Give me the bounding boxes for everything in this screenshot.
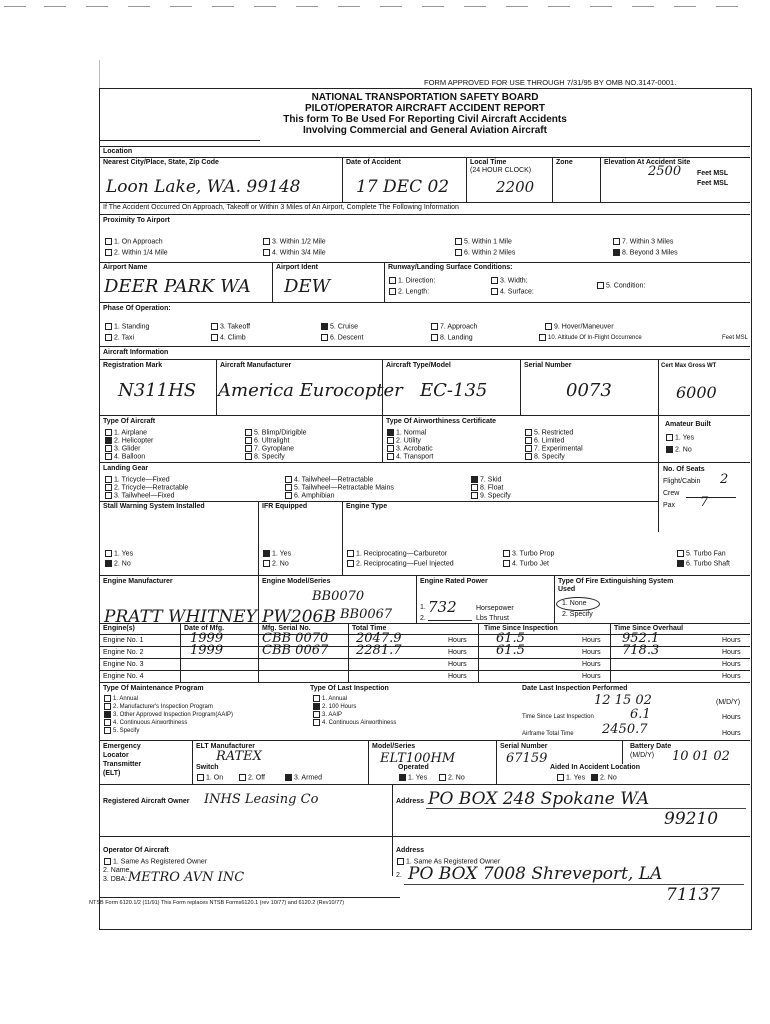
- divider: [658, 415, 659, 462]
- section-elt-2: Locator: [103, 752, 129, 759]
- zone-label: Zone: [556, 159, 573, 166]
- power-thrust-number: 2.: [420, 615, 426, 622]
- engine-name: Engine No. 2: [103, 649, 144, 656]
- engine-serial[interactable]: CBB 0070: [262, 631, 329, 646]
- type-balloon[interactable]: 4. Balloon: [104, 453, 145, 461]
- maint-continuous[interactable]: 4. Continuous Airworthiness: [103, 719, 187, 727]
- phase-approach[interactable]: 7. Approach: [430, 323, 477, 331]
- divider: [100, 658, 750, 659]
- divider: [658, 359, 659, 415]
- type-ultralight[interactable]: 6. Ultralight: [244, 437, 289, 445]
- city-label: Nearest City/Place, State, Zip Code: [103, 159, 219, 166]
- divider: [478, 623, 479, 682]
- operator-address-value[interactable]: PO BOX 7008 Shreveport, LA: [408, 864, 663, 884]
- phase-standing[interactable]: 1. Standing: [104, 323, 149, 331]
- divider: [610, 623, 611, 682]
- cert-limited[interactable]: 6. Limited: [524, 437, 564, 445]
- registration-value[interactable]: N311HS: [118, 380, 197, 401]
- hours-label: Hours: [448, 661, 467, 668]
- elt-manufacturer-value[interactable]: RATEX: [216, 749, 262, 764]
- divider: [100, 302, 750, 303]
- hours-label: Hours: [722, 661, 741, 668]
- elt-manufacturer-label: ELT Manufacturer: [196, 743, 255, 750]
- engine-serial[interactable]: CBB 0067: [262, 643, 329, 658]
- engine-serial-note: BB0070: [312, 589, 365, 604]
- elt-serial-label: Serial Number: [500, 743, 548, 750]
- engine-name: Engine No. 4: [103, 673, 144, 680]
- dash-mark: [548, 6, 570, 7]
- option-within-2-miles[interactable]: 6. Within 2 Miles: [454, 249, 515, 257]
- phase-cruise[interactable]: 5. Cruise: [320, 323, 358, 331]
- owner-label: Registered Aircraft Owner: [103, 798, 190, 805]
- gear-tricycle-retractable[interactable]: 2. Tricycle—Retractable: [104, 484, 188, 492]
- engine-recip-fuel[interactable]: 2. Reciprocating—Fuel Injected: [346, 560, 454, 568]
- circle-mark: [556, 597, 600, 611]
- runway-length[interactable]: 2. Length:: [388, 288, 429, 296]
- date-last-inspection-value[interactable]: 12 15 02: [594, 693, 652, 708]
- form-footer: NTSB Form 6120.1/2 (11/91) This Form replaces NTSB Forms6120.1 (rev 10/77) and 6120.2 (Rev10/77): [89, 900, 345, 906]
- power-hp-number: 1.: [420, 604, 426, 611]
- dash-mark: [506, 6, 528, 7]
- divider: [466, 157, 467, 202]
- section-maintenance: Type Of Maintenance Program: [103, 685, 204, 692]
- hours-label: Hours: [582, 673, 601, 680]
- underline: [686, 497, 736, 498]
- engine-model-label: Engine Model/Series: [262, 578, 331, 585]
- divider: [100, 836, 750, 837]
- dash-mark: [44, 6, 66, 7]
- fire-specify[interactable]: 2. Specify: [562, 611, 593, 618]
- engine-turbo-fan[interactable]: 5. Turbo Fan: [676, 550, 726, 558]
- engine-date[interactable]: 1999: [190, 643, 224, 658]
- cert-transport[interactable]: 4. Transport: [386, 453, 433, 461]
- operated-yes[interactable]: 1. Yes: [398, 774, 427, 782]
- elt-model-value[interactable]: ELT100HM: [380, 751, 456, 766]
- type-glider[interactable]: 3. Glider: [104, 445, 140, 453]
- dash-mark: [296, 6, 318, 7]
- engine-name: Engine No. 3: [103, 661, 144, 668]
- airport-ident-label: Airport Ident: [276, 264, 318, 271]
- divider: [258, 623, 259, 682]
- thrust-label: Lbs Thrust: [476, 615, 509, 622]
- col-total-time: Total Time: [352, 625, 387, 632]
- option-within-three-quarter-mile[interactable]: 4. Within 3/4 Mile: [262, 249, 326, 257]
- divider: [100, 214, 750, 215]
- phase-takeoff[interactable]: 3. Takeoff: [210, 323, 250, 331]
- dash-mark: [338, 6, 360, 7]
- model-label: Aircraft Type/Model: [386, 362, 451, 369]
- city-value[interactable]: Loon Lake, WA. 99148: [106, 177, 301, 197]
- phase-taxi[interactable]: 2. Taxi: [104, 334, 134, 342]
- section-landing-gear: Landing Gear: [103, 465, 149, 472]
- divider: [554, 575, 555, 623]
- phase-climb[interactable]: 4. Climb: [210, 334, 246, 342]
- divider: [100, 501, 658, 502]
- time-sub: (24 HOUR CLOCK): [470, 167, 532, 174]
- divider: [392, 784, 393, 876]
- dash-mark: [590, 6, 612, 7]
- dash-mark: [464, 6, 486, 7]
- col-since-overhaul: Time Since Overhaul: [614, 625, 684, 632]
- feet-msl-label-2: Feet MSL: [697, 180, 729, 187]
- operator-same-owner[interactable]: 1. Same As Registered Owner: [103, 858, 207, 866]
- engine-insp[interactable]: 61.5: [496, 631, 525, 646]
- elt-model-label: Model/Series: [372, 743, 416, 750]
- engine-manufacturer-value[interactable]: PRATT WHITNEY: [104, 607, 257, 627]
- phase-descent[interactable]: 6. Descent: [320, 334, 363, 342]
- amateur-no[interactable]: 2. No: [665, 446, 692, 454]
- switch-off[interactable]: 2. Off: [238, 774, 265, 782]
- gross-weight-value[interactable]: 6000: [676, 383, 717, 402]
- divider: [100, 415, 750, 416]
- cert-normal[interactable]: 1. Normal: [386, 429, 426, 437]
- col-date-mfg: Date of Mfg.: [184, 625, 225, 632]
- section-location: Location: [103, 148, 133, 155]
- seats-pax-label: Pax: [663, 502, 676, 509]
- time-since-inspection-label: Time Since Last Inspection: [522, 714, 594, 720]
- engine-manufacturer-label: Engine Manufacturer: [103, 578, 173, 585]
- option-within-half-mile[interactable]: 3. Within 1/2 Mile: [262, 238, 326, 246]
- time-label: Local Time: [470, 159, 507, 166]
- divider: [100, 740, 750, 741]
- maint-specify[interactable]: 5. Specify: [103, 727, 139, 735]
- col-engines: Engine(s): [103, 625, 135, 632]
- engine-total[interactable]: 2047.9: [356, 631, 402, 646]
- cert-specify[interactable]: 8. Specify: [524, 453, 565, 461]
- divider: [100, 784, 750, 785]
- divider: [192, 740, 193, 784]
- seats-flight-value[interactable]: 2: [720, 472, 729, 487]
- date-value[interactable]: 17 DEC 02: [356, 177, 450, 197]
- manufacturer-value[interactable]: America Eurocopter: [218, 380, 403, 401]
- dash-mark: [170, 6, 192, 7]
- hours-label: Hours: [582, 637, 601, 644]
- col-serial: Mfg. Serial No.: [262, 625, 311, 632]
- hours-label: Hours: [722, 673, 741, 680]
- divider: [658, 462, 659, 532]
- stall-no[interactable]: 2. No: [104, 560, 131, 568]
- divider: [100, 262, 750, 263]
- runway-direction[interactable]: 1. Direction:: [388, 277, 435, 285]
- runway-condition[interactable]: 5. Condition:: [596, 282, 645, 290]
- gear-specify[interactable]: 9. Specify: [470, 492, 511, 500]
- date-last-inspection-label: Date Last Inspection Performed: [522, 685, 628, 692]
- elt-operated-label: Operated: [398, 764, 429, 771]
- type-blimp[interactable]: 5. Blimp/Dirigible: [244, 429, 307, 437]
- horsepower-label: Horsepower: [476, 605, 514, 612]
- dash-mark: [716, 6, 738, 7]
- option-beyond-3-miles[interactable]: 8. Beyond 3 Miles: [612, 249, 678, 257]
- serial-value[interactable]: 0073: [566, 380, 612, 401]
- operator-dba-label: 3. DBA:: [103, 876, 128, 883]
- divider: [100, 146, 750, 147]
- dash-mark: [254, 6, 276, 7]
- engine-recip-carb[interactable]: 1. Reciprocating—Carburetor: [346, 550, 447, 558]
- battery-date-label: Battery Date: [630, 743, 672, 750]
- owner-address-label: Address: [396, 798, 425, 805]
- owner-address-value[interactable]: PO BOX 248 Spokane WA: [428, 789, 650, 809]
- seats-crew-label: Crew: [663, 490, 680, 497]
- gear-tricycle-fixed[interactable]: 1. Tricycle—Fixed: [104, 476, 170, 484]
- section-elt: Emergency: [103, 743, 141, 750]
- airport-ident-value[interactable]: DEW: [284, 276, 331, 297]
- divider: [384, 262, 385, 302]
- type-helicopter[interactable]: 2. Helicopter: [104, 437, 153, 445]
- elevation-value[interactable]: 2500: [648, 164, 682, 179]
- ifr-no[interactable]: 2. No: [262, 560, 289, 568]
- section-proximity: Proximity To Airport: [103, 217, 170, 224]
- battery-date-value[interactable]: 10 01 02: [672, 749, 730, 764]
- rated-power-label: Engine Rated Power: [420, 578, 488, 585]
- last-continuous[interactable]: 4. Continuous Airworthiness: [312, 719, 396, 727]
- dash-mark: [86, 6, 108, 7]
- divider: [100, 140, 260, 141]
- operator-name-label: 2. Name: [103, 867, 130, 874]
- section-aircraft: Aircraft Information: [103, 349, 169, 356]
- divider: [100, 346, 750, 347]
- hours-label: Hours: [722, 730, 741, 737]
- hours-label: Hours: [448, 649, 467, 656]
- dash-mark: [422, 6, 444, 7]
- engine-date[interactable]: 1999: [190, 631, 224, 646]
- divider: [100, 359, 750, 360]
- section-amateur-built: Amateur Built: [665, 421, 711, 428]
- engine-overhaul[interactable]: 718.3: [622, 643, 660, 658]
- switch-armed[interactable]: 3. Armed: [284, 774, 322, 782]
- rated-power-value[interactable]: 732: [428, 598, 457, 616]
- divider: [180, 623, 181, 682]
- aided-no[interactable]: 2. No: [590, 774, 617, 782]
- dash-mark: [128, 6, 150, 7]
- divider: [348, 623, 349, 682]
- dash-mark: [380, 6, 402, 7]
- last-100-hours[interactable]: 2. 100 Hours: [312, 703, 356, 711]
- elevation-label: Elevation At Accident Site: [604, 159, 691, 166]
- time-since-inspection-value[interactable]: 6.1: [630, 707, 651, 722]
- airport-name-value[interactable]: DEER PARK WA: [104, 276, 251, 297]
- divider: [100, 202, 750, 203]
- seats-flight-label: Flight/Cabin: [663, 478, 701, 485]
- maint-manufacturer[interactable]: 2. Manufacturer's Inspection Program: [103, 703, 213, 711]
- margin-line: [99, 60, 100, 88]
- type-airplane[interactable]: 1. Airplane: [104, 429, 147, 437]
- cert-experimental[interactable]: 7. Experimental: [524, 445, 583, 453]
- section-elt-3: Transmitter: [103, 761, 142, 768]
- phase-hover[interactable]: 9. Hover/Maneuver: [544, 323, 614, 331]
- divider: [382, 359, 383, 415]
- divider: [100, 897, 400, 898]
- maint-annual[interactable]: 1. Annual: [103, 695, 138, 703]
- underline: [428, 620, 472, 621]
- form-title: NATIONAL TRANSPORTATION SAFETY BOARD: [311, 92, 539, 103]
- fire-extinguishing-label: Type Of Fire Extinguishing System Used: [558, 578, 674, 593]
- section-phase: Phase Of Operation:: [103, 305, 171, 312]
- maint-aaip[interactable]: 3. Other Approved Inspection Program(AAIP): [103, 711, 233, 719]
- phase-landing[interactable]: 8. Landing: [430, 334, 473, 342]
- divider: [100, 623, 750, 624]
- hours-label: Hours: [722, 714, 741, 721]
- form-instruction: This form To Be Used For Reporting Civil Aircraft Accidents: [283, 114, 567, 125]
- option-within-3-miles[interactable]: 7. Within 3 Miles: [612, 238, 673, 246]
- operated-no[interactable]: 2. No: [438, 774, 465, 782]
- divider: [416, 575, 417, 623]
- hours-label: Hours: [448, 673, 467, 680]
- owner-value[interactable]: INHS Leasing Co: [204, 792, 319, 807]
- divider: [600, 157, 601, 202]
- serial-label: Serial Number: [524, 362, 572, 369]
- airframe-total-label: Airframe Total Time: [522, 731, 574, 737]
- section-seats: No. Of Seats: [663, 466, 705, 473]
- elt-serial-value[interactable]: 67159: [506, 751, 548, 766]
- option-within-quarter-mile[interactable]: 2. Within 1/4 Mile: [104, 249, 168, 257]
- fire-none[interactable]: 1. None: [562, 600, 587, 607]
- section-aircraft-type: Type Of Aircraft: [103, 418, 156, 425]
- engine-turbo-jet[interactable]: 4. Turbo Jet: [502, 560, 549, 568]
- divider: [100, 670, 750, 671]
- date-label: Date of Accident: [346, 159, 401, 166]
- hours-label: Hours: [722, 637, 741, 644]
- mdy-label: (M/D/Y): [716, 699, 741, 706]
- aided-yes[interactable]: 1. Yes: [556, 774, 585, 782]
- section-operator: Operator Of Aircraft: [103, 847, 169, 854]
- engine-name: Engine No. 1: [103, 637, 144, 644]
- option-on-approach[interactable]: 1. On Approach: [104, 238, 163, 246]
- divider: [258, 501, 259, 575]
- gross-weight-label: Cert Max Gross WT: [661, 363, 717, 369]
- owner-address-zip[interactable]: 99210: [664, 809, 719, 829]
- type-gyroplane[interactable]: 7. Gyroplane: [244, 445, 294, 453]
- ifr-yes[interactable]: 1. Yes: [262, 550, 291, 558]
- gear-float[interactable]: 8. Float: [470, 484, 503, 492]
- section-engine-type: Engine Type: [346, 503, 388, 510]
- section-elt-4: (ELT): [103, 770, 121, 777]
- gear-tailwheel-fixed[interactable]: 3. Tailwheel—Fixed: [104, 492, 175, 500]
- section-airworthiness: Type Of Airworthiness Certificate: [386, 418, 497, 425]
- seats-pax-value[interactable]: 7: [700, 495, 709, 510]
- cert-restricted[interactable]: 5. Restricted: [524, 429, 573, 437]
- operator-address-number: 2.: [396, 872, 402, 879]
- dash-mark: [674, 6, 696, 7]
- operator-address-label: Address: [396, 847, 425, 854]
- option-within-1-mile[interactable]: 5. Within 1 Mile: [454, 238, 512, 246]
- dash-mark: [212, 6, 234, 7]
- omb-notice: FORM APPROVED FOR USE THROUGH 7/31/95 BY OMB NO.3147-0001.: [424, 78, 677, 87]
- hours-label: Hours: [722, 649, 741, 656]
- gear-tailwheel-retractable[interactable]: 4. Tailwheel—Retractable: [284, 476, 373, 484]
- divider: [552, 157, 553, 202]
- divider: [520, 359, 521, 415]
- divider: [622, 740, 623, 764]
- phase-altitude[interactable]: 10. Altitude Of In-Flight Occurrence: [538, 334, 642, 342]
- cert-utility[interactable]: 2. Utility: [386, 437, 421, 445]
- divider: [368, 740, 369, 784]
- engine-turbo-shaft[interactable]: 6. Turbo Shaft: [676, 560, 730, 568]
- amateur-yes[interactable]: 1. Yes: [665, 434, 694, 442]
- operator-dba-value[interactable]: METRO AVN INC: [128, 870, 245, 885]
- gear-amphibian[interactable]: 6. Amphibian: [284, 492, 334, 500]
- divider: [216, 359, 217, 415]
- engine-model-value[interactable]: PW206B: [262, 607, 336, 627]
- divider: [100, 682, 750, 683]
- hours-label: Hours: [448, 637, 467, 644]
- operator-address-zip[interactable]: 71137: [666, 885, 721, 905]
- hours-label: Hours: [582, 661, 601, 668]
- engine-serial-note-2: BB0067: [340, 607, 393, 622]
- elt-switch-label: Switch: [196, 764, 219, 771]
- approach-note: If The Accident Occurred On Approach, Takeoff or Within 3 Miles of An Airport, Complete The Following Information: [103, 204, 459, 211]
- time-value[interactable]: 2200: [496, 178, 535, 196]
- col-since-inspection: Time Since Inspection: [484, 625, 558, 632]
- airport-name-label: Airport Name: [103, 264, 148, 271]
- switch-on[interactable]: 1. On: [196, 774, 223, 782]
- runway-surface[interactable]: 4. Surface:: [490, 288, 534, 296]
- gear-skid[interactable]: 7. Skid: [470, 476, 501, 484]
- divider: [496, 740, 497, 784]
- feet-msl-label: Feet MSL: [697, 170, 729, 177]
- engine-overhaul[interactable]: 952.1: [622, 631, 660, 646]
- divider: [100, 462, 750, 463]
- divider: [272, 262, 273, 302]
- engine-turbo-prop[interactable]: 3. Turbo Prop: [502, 550, 554, 558]
- divider: [100, 157, 750, 158]
- battery-date-sub: (M/D/Y): [630, 752, 655, 759]
- gear-tailwheel-retractable-mains[interactable]: 5. Tailwheel—Retractable Mains: [284, 484, 394, 492]
- runway-label: Runway/Landing Surface Conditions:: [388, 264, 513, 271]
- divider: [342, 501, 343, 575]
- operator-address-same[interactable]: 1. Same As Registered Owner: [396, 858, 500, 866]
- cert-acrobatic[interactable]: 3. Acrobatic: [386, 445, 433, 453]
- engine-total[interactable]: 2281.7: [356, 643, 402, 658]
- dash-mark: [4, 6, 26, 7]
- dash-mark: [632, 6, 654, 7]
- runway-width[interactable]: 3. Width:: [490, 277, 528, 285]
- type-specify[interactable]: 8. Specify: [244, 453, 285, 461]
- last-aaip[interactable]: 3. AAIP: [312, 711, 342, 719]
- manufacturer-label: Aircraft Manufacturer: [220, 362, 292, 369]
- airframe-total-value[interactable]: 2450.7: [602, 722, 648, 737]
- stall-yes[interactable]: 1. Yes: [104, 550, 133, 558]
- section-ifr: IFR Equipped: [262, 503, 308, 510]
- divider: [258, 575, 259, 623]
- divider: [100, 575, 750, 576]
- section-last-inspection: Type Of Last Inspection: [310, 685, 389, 692]
- engine-insp[interactable]: 61.5: [496, 643, 525, 658]
- hours-label: Hours: [582, 649, 601, 656]
- elt-aided-label: Aided In Accident Location: [550, 764, 640, 771]
- divider: [342, 157, 343, 202]
- form-instruction-2: Involving Commercial and General Aviation Aircraft: [303, 125, 547, 136]
- model-value[interactable]: EC-135: [420, 380, 488, 401]
- registration-label: Registration Mark: [103, 362, 163, 369]
- divider: [382, 415, 383, 462]
- phase-feet-msl: Feet MSL: [722, 335, 749, 341]
- last-annual[interactable]: 1. Annual: [312, 695, 347, 703]
- section-stall-warning: Stall Warning System Installed: [103, 503, 205, 510]
- form-subtitle: PILOT/OPERATOR AIRCRAFT ACCIDENT REPORT: [305, 103, 545, 114]
